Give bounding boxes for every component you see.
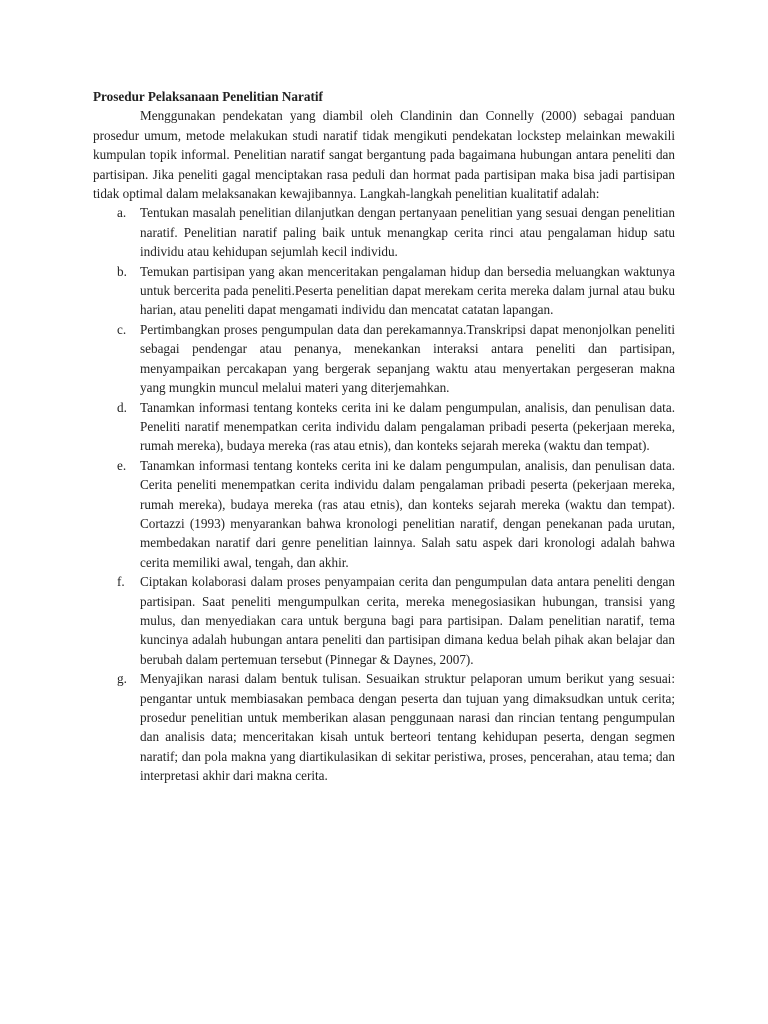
step-text: Menyajikan narasi dalam bentuk tulisan. Sesuaikan struktur pelaporan umum berikut yang sesuai: pengantar untuk membiasakan pembaca dengan peserta dan tujuan yang dimaksudkan untuk cerita; prosedur penelitian untuk memberikan alasan penggunaan narasi dan rincian tentang pengumpulan dan analisis data; menceritakan kisah untuk berteori tentang kehidupan peserta, dengan segmen naratif; dan pola makna yang diartikulasikan di sekitar peristiwa, proses, pencerahan, atau tema; dan interpretasi akhir dari makna cerita. xyxy=(140,671,675,784)
step-marker: f. xyxy=(117,574,125,590)
step-marker: d. xyxy=(117,399,127,415)
step-text: Ciptakan kolaborasi dalam proses penyampaian cerita dan pengumpulan data antara peneliti dengan partisipan. Saat peneliti mengumpulkan cerita, mereka menegosiasikan hubungan, transisi yang mulus, dan menyediakan cara untuk berguna bagi para partisipan. Dalam penelitian naratif, tema kuncinya adalah hubungan antara peneliti dan partisipan dimana kedua belah pihak akan belajar dan berubah dalam pertemuan tersebut (Pinnegar & Daynes, 2007). xyxy=(140,574,675,667)
step-text: Temukan partisipan yang akan menceritakan pengalaman hidup dan bersedia meluangkan waktunya untuk bercerita pada peneliti.Peserta penelitian dapat merekam cerita mereka dalam jurnal atau buku harian, atau peneliti dapat mengamati individu dan mencatat catatan lapangan. xyxy=(140,263,675,318)
document-page xyxy=(93,87,675,786)
step-marker: c. xyxy=(117,321,127,337)
step-text: Tentukan masalah penelitian dilanjutkan dengan pertanyaan penelitian yang sesuai dengan penelitian naratif. Penelitian naratif paling baik untuk menangkap cerita rinci atau pengalaman hidup satu individu atau kehidupan sejumlah kecil individu. xyxy=(140,205,675,260)
step-item xyxy=(93,669,675,785)
step-marker: a. xyxy=(117,205,127,221)
step-text: Tanamkan informasi tentang konteks cerita ini ke dalam pengumpulan, analisis, dan penulisan data. Cerita peneliti menempatkan cerita individu dalam pengalaman pribadi peserta (pekerjaan mereka, rumah mereka), budaya mereka (ras atau etnis), dan konteks sejarah mereka (waktu dan tempat). Cortazzi (1993) menyarankan bahwa kronologi penelitian naratif, dengan penekanan pada urutan, membedakan naratif dari genre penelitian lainnya. Salah satu aspek dari kronologi adalah bahwa cerita memiliki awal, tengah, dan akhir. xyxy=(140,457,675,570)
section-title: Prosedur Pelaksanaan Penelitian Naratif xyxy=(93,89,323,104)
step-item xyxy=(93,398,675,456)
intro-paragraph: Menggunakan pendekatan yang diambil oleh Clandinin dan Connelly (2000) sebagai panduan prosedur umum, metode melakukan studi naratif tidak mengikuti pendekatan lockstep melainkan mewakili kumpulan topik informal. Penelitian naratif sangat bergantung pada bagaimana hubungan antara peneliti dan partisipan. Jika peneliti gagal menciptakan rasa peduli dan hormat pada partisipan maka bisa jadi partisipan tidak optimal dalam melaksanakan kewajibannya. Langkah-langkah penelitian kualitatif adalah: xyxy=(93,108,675,202)
step-item xyxy=(93,572,675,669)
step-marker: g. xyxy=(117,671,127,687)
steps-list xyxy=(93,203,675,785)
step-text: Tanamkan informasi tentang konteks cerita ini ke dalam pengumpulan, analisis, dan penulisan data. Peneliti naratif menempatkan cerita individu dalam pengalaman pribadi peserta (pekerjaan mereka, rumah mereka), budaya mereka (ras atau etnis), dan konteks sejarah mereka (waktu dan tempat). xyxy=(140,399,675,454)
step-marker: b. xyxy=(117,263,127,279)
step-marker: e. xyxy=(117,457,127,473)
step-item xyxy=(93,456,675,572)
step-item xyxy=(93,203,675,261)
step-text: Pertimbangkan proses pengumpulan data dan perekamannya.Transkripsi dapat menonjolkan peneliti sebagai pendengar atau penanya, menekankan interaksi antara peneliti dan partisipan, menyampaikan percakapan yang bergerak sepanjang waktu atau menyertakan pergeseran makna yang mungkin muncul melalui materi yang diterjemahkan. xyxy=(140,321,675,396)
step-item xyxy=(93,320,675,398)
step-item xyxy=(93,262,675,320)
